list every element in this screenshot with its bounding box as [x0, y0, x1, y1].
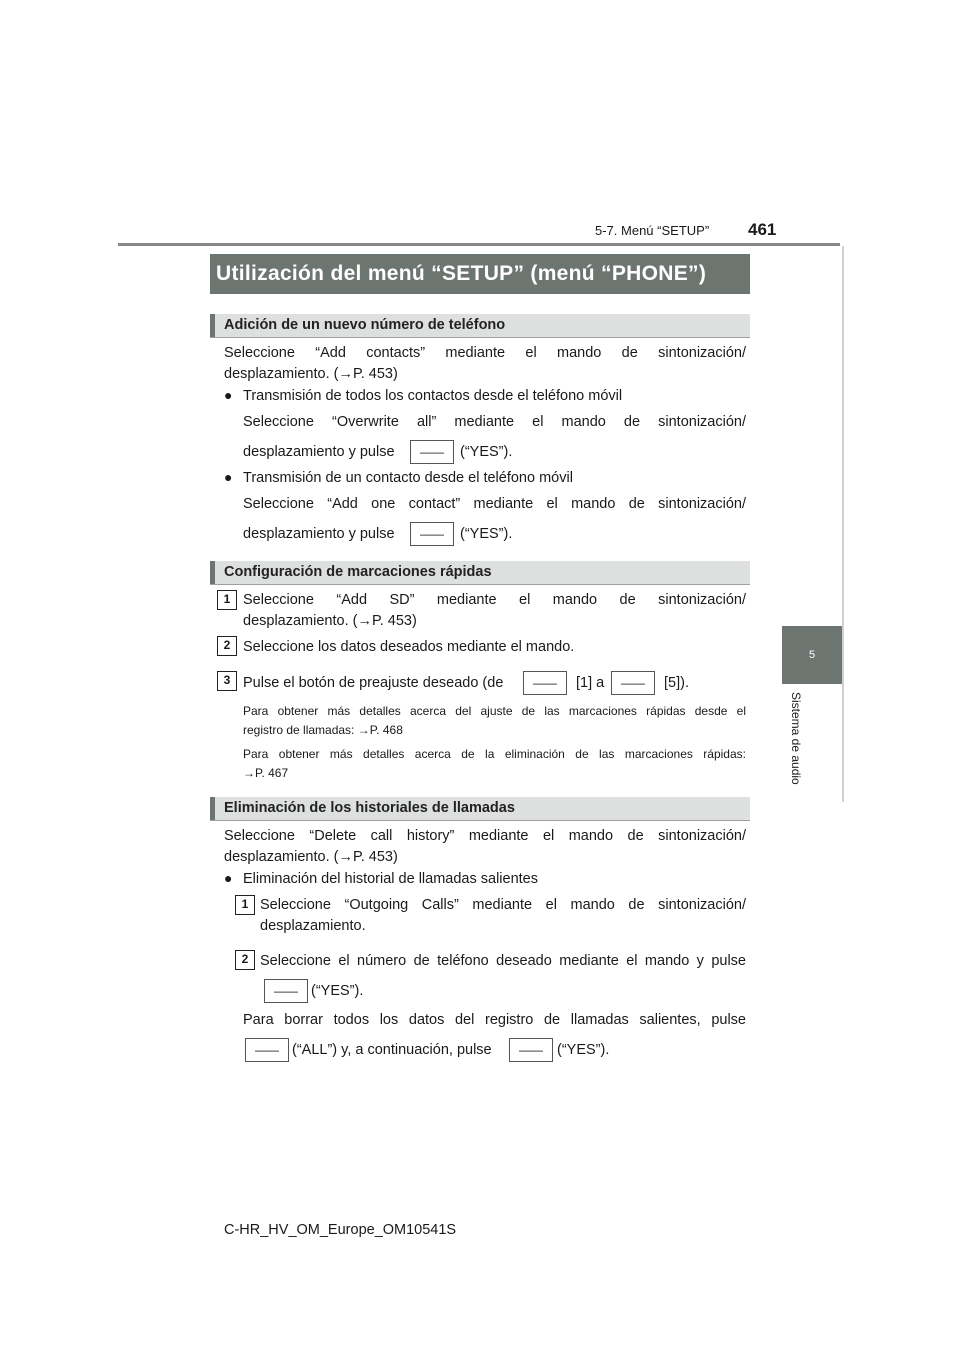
- paragraph-line: desplazamiento. (→P. 453): [243, 613, 417, 629]
- paragraph-line: Seleccione “Add contacts” mediante el mando de sintonización/: [224, 345, 746, 361]
- button-dash-icon: ——: [274, 984, 298, 998]
- page-number: 461: [748, 220, 777, 239]
- heading-accent: [210, 797, 215, 820]
- button-dash-icon: ——: [621, 676, 645, 690]
- paragraph-line: (“ALL”) y, a continuación, pulse: [292, 1042, 492, 1058]
- bullet-heading: Transmisión de un contacto desde el teléfono móvil: [243, 470, 573, 486]
- button-placeholder: [410, 440, 454, 464]
- button-placeholder: [245, 1038, 289, 1062]
- paragraph-line: (“YES”).: [557, 1042, 610, 1058]
- section-heading-speed-dial: [210, 561, 750, 585]
- paragraph-line: Seleccione “Add one contact” mediante el mando de sintonización/: [243, 496, 746, 512]
- paragraph-line: desplazamiento.: [260, 918, 366, 934]
- section-title: 5-7. Menú “SETUP”: [595, 223, 710, 238]
- paragraph-line: Seleccione “Add SD” mediante el mando de sintonización/: [243, 592, 746, 608]
- chapter-label: Sistema de audio: [789, 692, 803, 785]
- paragraph-line: Seleccione los datos deseados mediante el mando.: [243, 639, 575, 655]
- section-heading-delete-history: [210, 797, 750, 821]
- button-dash-icon: ——: [519, 1043, 543, 1057]
- paragraph-line: Seleccione el número de teléfono deseado mediante el mando y pulse: [260, 953, 746, 969]
- step-number: 1: [217, 590, 237, 610]
- side-rule: [842, 246, 844, 802]
- button-placeholder: [410, 522, 454, 546]
- heading-accent: [210, 561, 215, 584]
- heading-label: Adición de un nuevo número de teléfono: [224, 317, 506, 333]
- step-number: 2: [235, 950, 255, 970]
- button-placeholder: [509, 1038, 553, 1062]
- button-dash-icon: ——: [533, 676, 557, 690]
- paragraph-line: desplazamiento y pulse: [243, 444, 395, 460]
- paragraph-line: [1] a: [576, 675, 605, 691]
- paragraph-line: Seleccione “Delete call history” mediante el mando de sintonización/: [224, 828, 746, 844]
- bullet-heading: Transmisión de todos los contactos desde el teléfono móvil: [243, 388, 623, 404]
- paragraph-line: (“YES”).: [311, 983, 364, 999]
- step-number: 3: [217, 671, 237, 691]
- step-number: 1: [235, 895, 255, 915]
- chapter-tab: [782, 626, 842, 684]
- paragraph-line: Seleccione “Outgoing Calls” mediante el mando de sintonización/: [260, 897, 746, 913]
- step-number: 2: [217, 636, 237, 656]
- note-line: →P. 467: [243, 766, 289, 780]
- paragraph-line: (“YES”).: [460, 444, 513, 460]
- section-heading-add-number: [210, 314, 750, 338]
- button-dash-icon: ——: [420, 445, 444, 459]
- heading-label: Configuración de marcaciones rápidas: [224, 564, 492, 580]
- bullet-heading: Eliminación del historial de llamadas salientes: [243, 871, 538, 887]
- button-dash-icon: ——: [255, 1043, 279, 1057]
- button-placeholder: [264, 979, 308, 1003]
- button-placeholder: [611, 671, 655, 695]
- paragraph-line: desplazamiento. (→P. 453): [224, 366, 398, 382]
- paragraph-line: desplazamiento. (→P. 453): [224, 849, 398, 865]
- button-placeholder: [523, 671, 567, 695]
- bullet-icon: ●: [224, 469, 233, 485]
- paragraph-line: Pulse el botón de preajuste deseado (de: [243, 675, 504, 691]
- button-dash-icon: ——: [420, 527, 444, 541]
- paragraph-line: (“YES”).: [460, 526, 513, 542]
- heading-label: Eliminación de los historiales de llamadas: [224, 800, 515, 816]
- footer-code: C-HR_HV_OM_Europe_OM10541S: [224, 1222, 457, 1238]
- page-heading: Utilización del menú “SETUP” (menú “PHONE”): [210, 254, 750, 294]
- note-line: registro de llamadas: →P. 468: [243, 723, 403, 737]
- note-line: Para obtener más detalles acerca de la eliminación de las marcaciones rápidas:: [243, 747, 746, 761]
- bullet-icon: ●: [224, 870, 233, 886]
- paragraph-line: Para borrar todos los datos del registro de llamadas salientes, pulse: [243, 1012, 746, 1028]
- paragraph-line: Seleccione “Overwrite all” mediante el mando de sintonización/: [243, 414, 746, 430]
- chapter-number: 5: [808, 649, 816, 661]
- paragraph-line: [5]).: [664, 675, 689, 691]
- paragraph-line: desplazamiento y pulse: [243, 526, 395, 542]
- header-rule: [118, 243, 840, 246]
- bullet-icon: ●: [224, 387, 233, 403]
- note-line: Para obtener más detalles acerca del ajuste de las marcaciones rápidas desde el: [243, 704, 746, 718]
- heading-accent: [210, 314, 215, 337]
